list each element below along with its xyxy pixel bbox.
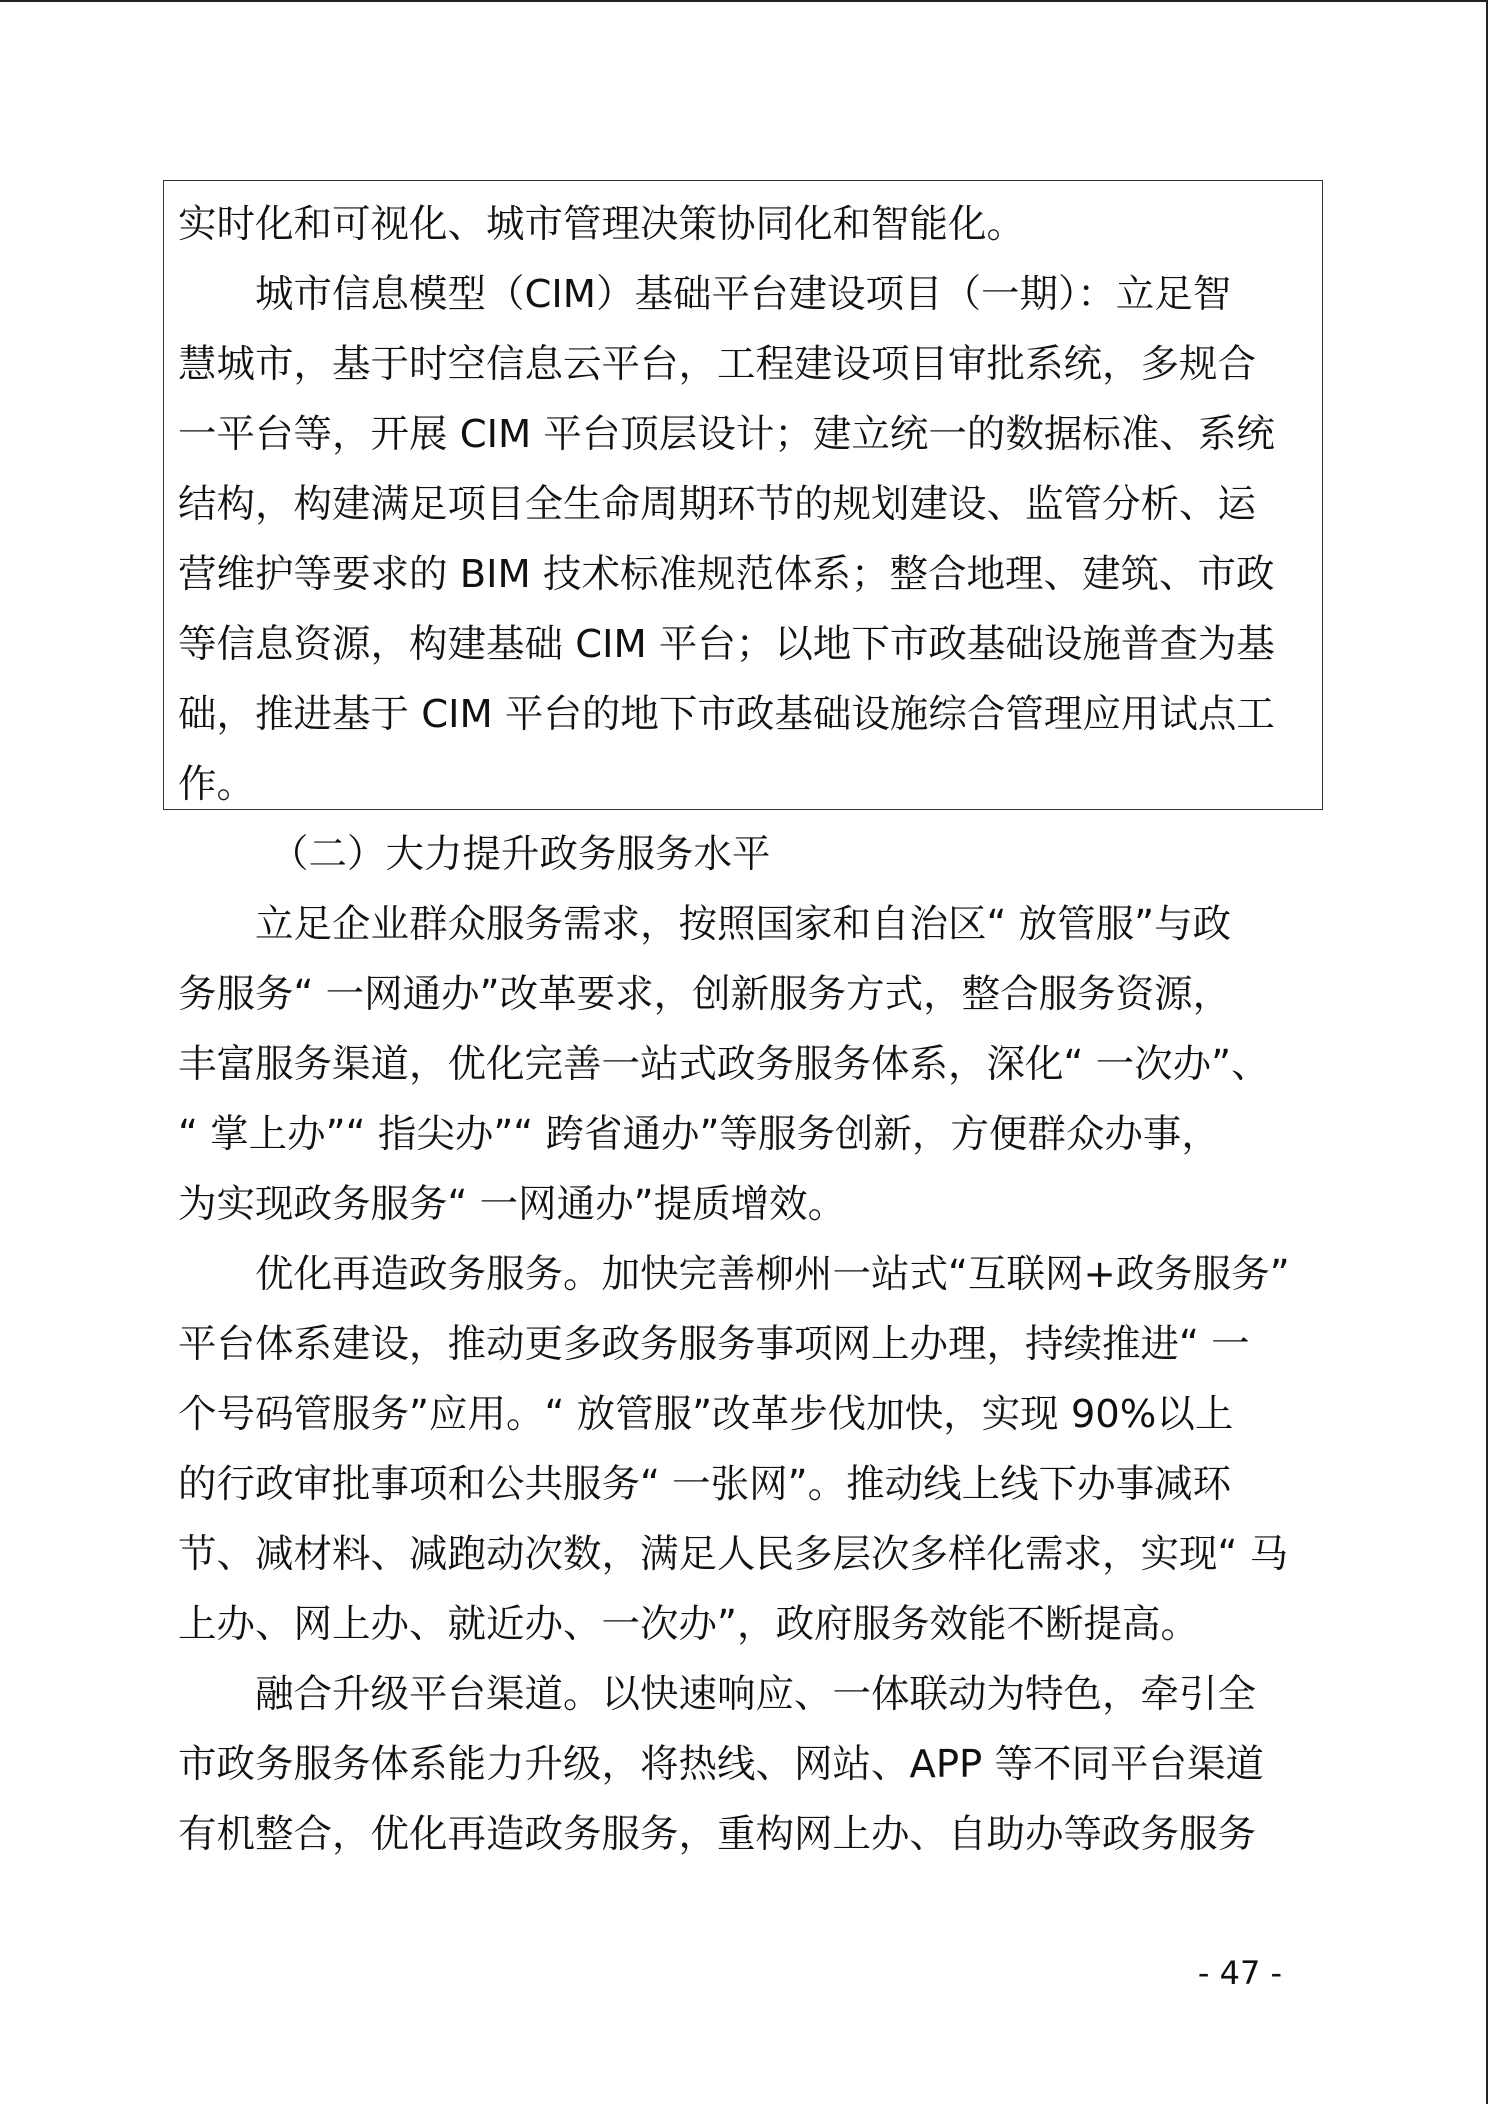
body-line-14: 有机整合，优化再造政务服务，重构网上办、自助办等政务服务 (178, 1812, 1257, 1857)
body-line-10: 节、减材料、减跑动次数，满足人民多层次多样化需求，实现“ 马 (178, 1532, 1289, 1577)
body-line-13: 市政务服务体系能力升级，将热线、网站、APP 等不同平台渠道 (178, 1742, 1265, 1787)
body-line-11: 上办、网上办、就近办、一次办”，政府服务效能不断提高。 (178, 1602, 1199, 1647)
body-line-7: 平台体系建设，推动更多政务服务事项网上办理，持续推进“ 一 (178, 1322, 1250, 1367)
body-line-1: 立足企业群众服务需求，按照国家和自治区“ 放管服”与政 (255, 902, 1232, 947)
box-line-7: 等信息资源，构建基础 CIM 平台；以地下市政基础设施普查为基 (178, 622, 1275, 667)
box-line-5: 结构，构建满足项目全生命周期环节的规划建设、监管分析、运 (178, 482, 1257, 527)
box-line-3: 慧城市，基于时空信息云平台，工程建设项目审批系统，多规合 (178, 342, 1257, 387)
body-line-2: 务服务“ 一网通办”改革要求，创新服务方式，整合服务资源， (178, 972, 1232, 1017)
body-line-5: 为实现政务服务“ 一网通办”提质增效。 (178, 1182, 847, 1227)
body-line-9: 的行政审批事项和公共服务“ 一张网”。推动线上线下办事减环 (178, 1462, 1232, 1507)
body-line-4: “ 掌上办”“ 指尖办”“ 跨省通办”等服务创新，方便群众办事， (178, 1112, 1220, 1157)
top-border-rule (0, 0, 1488, 2)
body-line-3: 丰富服务渠道，优化完善一站式政务服务体系，深化“ 一次办”、 (178, 1042, 1270, 1087)
box-line-8: 础，推进基于 CIM 平台的地下市政基础设施综合管理应用试点工 (178, 692, 1275, 737)
section-heading: （二）大力提升政务服务水平 (270, 832, 771, 877)
page-number: - 47 - (1197, 1954, 1283, 1992)
body-line-6: 优化再造政务服务。加快完善柳州一站式“互联网+政务服务” (255, 1252, 1290, 1297)
body-line-12: 融合升级平台渠道。以快速响应、一体联动为特色，牵引全 (255, 1672, 1257, 1717)
box-line-1: 实时化和可视化、城市管理决策协同化和智能化。 (178, 202, 1026, 247)
box-line-2: 城市信息模型（CIM）基础平台建设项目（一期）：立足智 (255, 272, 1232, 317)
box-line-9: 作。 (178, 762, 256, 807)
body-line-8: 个号码管服务”应用。“ 放管服”改革步伐加快，实现 90%以上 (178, 1392, 1234, 1437)
box-line-4: 一平台等，开展 CIM 平台顶层设计；建立统一的数据标准、系统 (178, 412, 1275, 457)
box-line-6: 营维护等要求的 BIM 技术标准规范体系；整合地理、建筑、市政 (178, 552, 1275, 597)
